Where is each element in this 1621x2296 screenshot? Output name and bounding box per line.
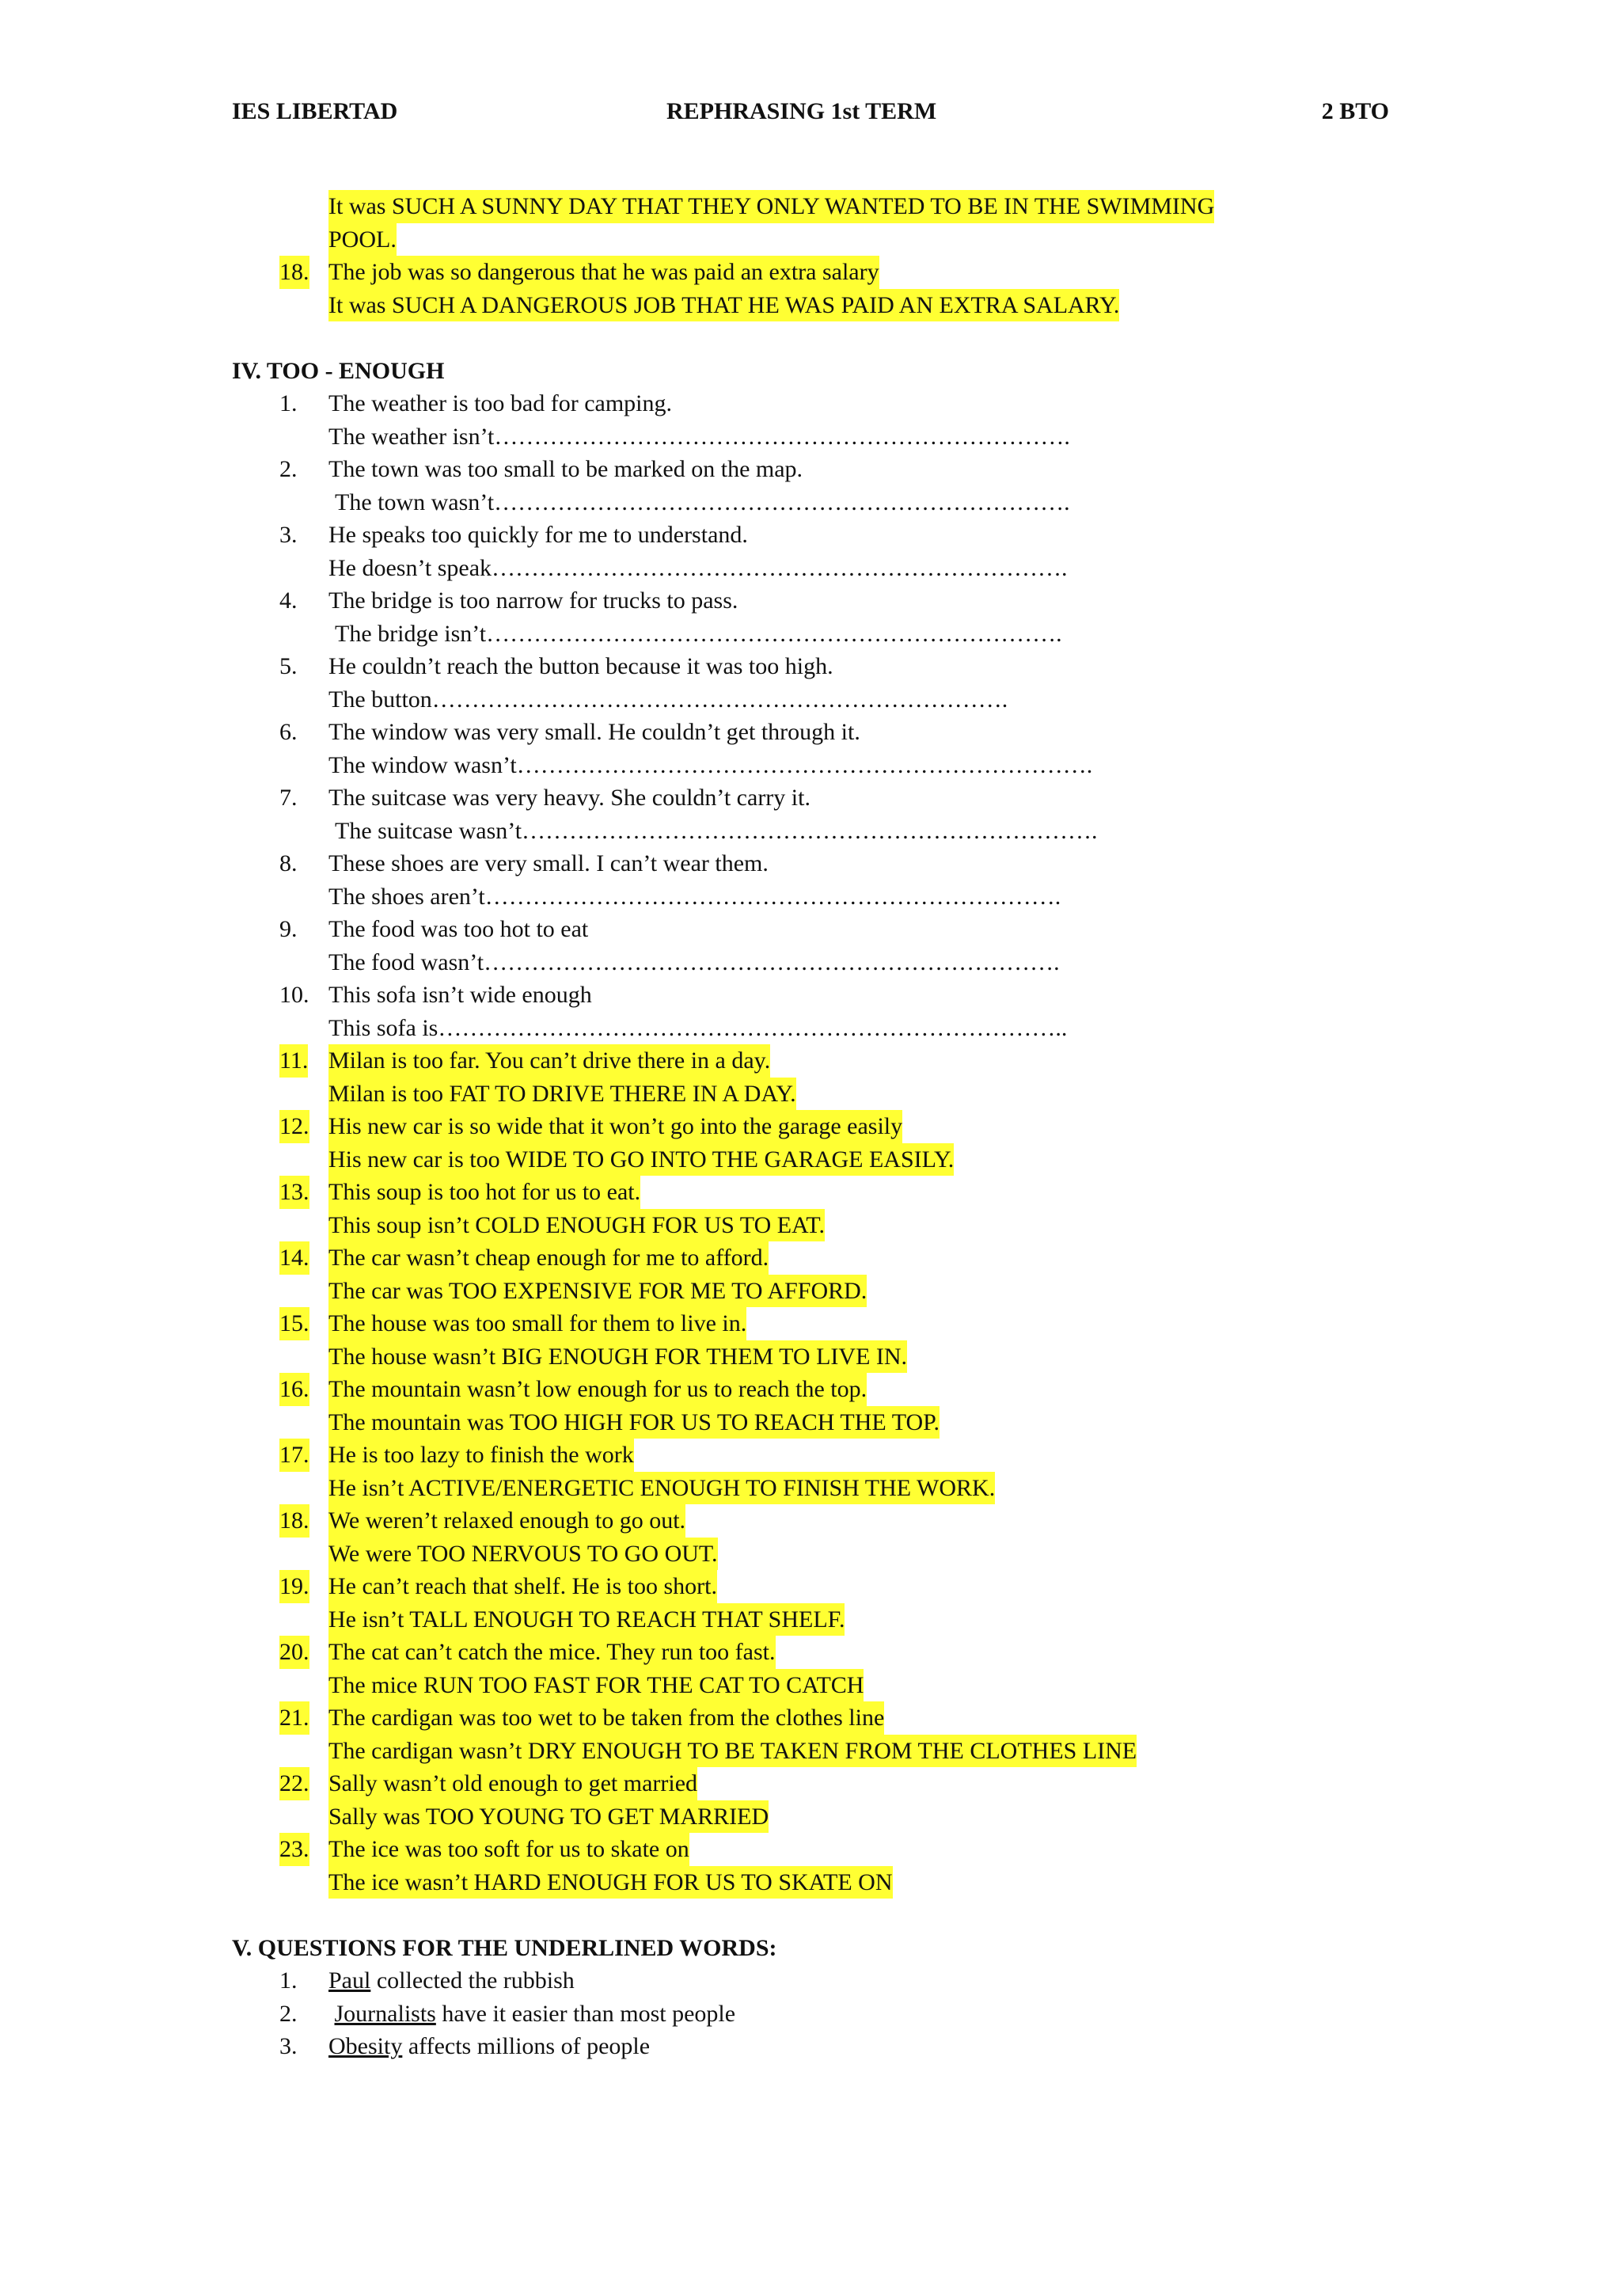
question-text: The cat can’t catch the mice. They run too fast. xyxy=(328,1636,776,1669)
answer-text: Milan is too FAT TO DRIVE THERE IN A DAY. xyxy=(328,1078,796,1111)
answer-blank: The weather isn’t………………………………………………………………. xyxy=(328,423,1070,450)
exercise-item-question xyxy=(232,1307,1389,1340)
exercise-item-answer xyxy=(232,1472,1389,1505)
item-number: 5. xyxy=(279,653,298,679)
item-number: 11. xyxy=(279,1044,308,1078)
exercise-item-question xyxy=(232,1767,1389,1800)
item-number: 2. xyxy=(279,2000,298,2027)
section5-list xyxy=(232,1964,1389,2063)
exercise-item-question xyxy=(232,1241,1389,1275)
answer-blank: The shoes aren’t………………………………………………………………. xyxy=(328,883,1061,910)
answer-blank: The food wasn’t………………………………………………………………. xyxy=(328,948,1060,975)
exercise-item-answer xyxy=(232,1209,1389,1242)
exercise-item-question xyxy=(232,781,1389,815)
answer-blank: The window wasn’t………………………………………………………………. xyxy=(328,751,1093,778)
exercise-item-question xyxy=(232,979,1389,1012)
item-number: 20. xyxy=(279,1636,309,1669)
underlined-word: Journalists xyxy=(334,2000,436,2027)
answer-blank: The button………………………………………………………………. xyxy=(328,686,1008,713)
item-number: 7. xyxy=(279,785,298,811)
exercise-item-question xyxy=(232,1373,1389,1406)
answer-text: It was SUCH A DANGEROUS JOB THAT HE WAS PAID AN EXTRA SALARY. xyxy=(328,289,1119,322)
section-spacer xyxy=(232,1899,1389,1932)
item-number: 8. xyxy=(279,850,298,876)
answer-text: His new car is too WIDE TO GO INTO THE GARAGE EASILY. xyxy=(328,1143,954,1177)
sentence-rest: collected the rubbish xyxy=(370,1967,575,1994)
document-title: REPHRASING 1st TERM xyxy=(666,98,937,124)
item-number: 18. xyxy=(279,1504,309,1538)
answer-blank: The town wasn’t………………………………………………………………. xyxy=(335,488,1070,515)
item-number: 2. xyxy=(279,456,298,482)
exercise-item-answer xyxy=(232,1143,1389,1177)
leading-space xyxy=(328,2001,335,2027)
answer-text: We were TOO NERVOUS TO GO OUT. xyxy=(328,1538,718,1571)
exercise-item-question xyxy=(232,256,1389,289)
question-text: The job was so dangerous that he was paid an extra salary xyxy=(328,256,879,289)
question-text: The town was too small to be marked on the map. xyxy=(328,456,803,482)
item-number: 15. xyxy=(279,1307,309,1340)
question-text: He couldn’t reach the button because it was too high. xyxy=(328,653,833,679)
item-number: 3. xyxy=(279,2033,298,2059)
answer-text: It was SUCH A SUNNY DAY THAT THEY ONLY WANTED TO BE IN THE SWIMMING xyxy=(328,190,1214,223)
answer-text: The mice RUN TOO FAST FOR THE CAT TO CATCH xyxy=(328,1669,864,1702)
exercise-item-answer xyxy=(232,1275,1389,1308)
exercise-item-answer xyxy=(232,749,1389,782)
exercise-item-question xyxy=(232,1636,1389,1669)
question-text: We weren’t relaxed enough to go out. xyxy=(328,1504,685,1538)
question-item xyxy=(232,2030,1389,2063)
section-title-too-enough: IV. TOO - ENOUGH xyxy=(232,357,445,384)
question-text: Sally wasn’t old enough to get married xyxy=(328,1767,697,1800)
sentence-rest: have it easier than most people xyxy=(435,2000,736,2027)
page-header xyxy=(232,98,1389,130)
sentence-rest: affects millions of people xyxy=(402,2033,651,2059)
answer-text: The ice wasn’t HARD ENOUGH FOR US TO SKATE ON xyxy=(328,1866,893,1899)
exercise-item-question xyxy=(232,1701,1389,1735)
exercise-item-answer xyxy=(232,618,1389,651)
question-text: The ice was too soft for us to skate on xyxy=(328,1833,689,1866)
answer-text: The cardigan wasn’t DRY ENOUGH TO BE TAKEN FROM THE CLOTHES LINE xyxy=(328,1735,1137,1768)
exercise-item-answer xyxy=(232,1669,1389,1702)
exercise-item-answer xyxy=(232,1340,1389,1374)
question-sentence xyxy=(328,2030,650,2063)
question-text: The cardigan was too wet to be taken from the clothes line xyxy=(328,1701,884,1735)
answer-text: The house wasn’t BIG ENOUGH FOR THEM TO LIVE IN. xyxy=(328,1340,907,1374)
exercise-item-answer xyxy=(232,1406,1389,1439)
question-sentence xyxy=(328,1998,735,2031)
exercise-item-question xyxy=(232,716,1389,749)
question-item xyxy=(232,1964,1389,1998)
question-text: He speaks too quickly for me to understand. xyxy=(328,522,748,548)
exercise-item-answer xyxy=(232,815,1389,848)
item-number: 19. xyxy=(279,1570,309,1603)
exercise-item-answer xyxy=(232,1012,1389,1045)
item-number: 21. xyxy=(279,1701,309,1735)
question-text: The car wasn’t cheap enough for me to afford. xyxy=(328,1241,769,1275)
question-text: The weather is too bad for camping. xyxy=(328,390,673,416)
exercise-item-question xyxy=(232,913,1389,946)
exercise-item-question xyxy=(232,1110,1389,1143)
continued-answer-line-2 xyxy=(232,223,1389,257)
item-number: 1. xyxy=(279,1967,298,1994)
item-number: 14. xyxy=(279,1241,309,1275)
question-item xyxy=(232,1998,1389,2031)
exercise-item-answer xyxy=(232,880,1389,914)
exercise-item-question xyxy=(232,650,1389,683)
answer-blank: The bridge isn’t………………………………………………………………. xyxy=(335,620,1062,647)
exercise-item-answer xyxy=(232,1800,1389,1834)
item-number: 3. xyxy=(279,522,298,548)
item-number: 17. xyxy=(279,1439,309,1472)
section-title-questions: V. QUESTIONS FOR THE UNDERLINED WORDS: xyxy=(232,1934,777,1961)
continued-answer-line-1 xyxy=(232,190,1389,223)
answer-text: He isn’t ACTIVE/ENERGETIC ENOUGH TO FINISH THE WORK. xyxy=(328,1472,995,1505)
item-number: 6. xyxy=(279,719,298,745)
exercise-item-answer xyxy=(232,552,1389,585)
question-text: His new car is so wide that it won’t go into the garage easily xyxy=(328,1110,902,1143)
exercise-item-question xyxy=(232,1044,1389,1078)
question-text: He can’t reach that shelf. He is too short. xyxy=(328,1570,717,1603)
item-number: 16. xyxy=(279,1373,309,1406)
question-text: The food was too hot to eat xyxy=(328,916,589,942)
exercise-item-answer xyxy=(232,1538,1389,1571)
exercise-item-question xyxy=(232,519,1389,552)
exercise-item-answer xyxy=(232,420,1389,454)
question-text: This soup is too hot for us to eat. xyxy=(328,1176,640,1209)
item-number: 10. xyxy=(279,982,309,1008)
question-text: He is too lazy to finish the work xyxy=(328,1439,634,1472)
exercise-item-answer xyxy=(232,683,1389,717)
section4-list xyxy=(232,387,1389,1899)
item-number: 1. xyxy=(279,390,298,416)
exercise-item-question xyxy=(232,847,1389,880)
school-name: IES LIBERTAD xyxy=(232,98,398,124)
exercise-item-question xyxy=(232,387,1389,420)
question-sentence xyxy=(328,1964,575,1998)
question-text: This sofa isn’t wide enough xyxy=(328,982,592,1008)
question-text: Milan is too far. You can’t drive there in a day. xyxy=(328,1044,770,1078)
answer-blank: He doesn’t speak………………………………………………………………. xyxy=(328,554,1068,581)
answer-text: The mountain was TOO HIGH FOR US TO REACH THE TOP. xyxy=(328,1406,940,1439)
question-text: The mountain wasn’t low enough for us to reach the top. xyxy=(328,1373,867,1406)
question-text: These shoes are very small. I can’t wear them. xyxy=(328,850,769,876)
item-number: 12. xyxy=(279,1110,309,1143)
section-spacer xyxy=(232,321,1389,355)
question-text: The window was very small. He couldn’t get through it. xyxy=(328,719,860,745)
exercise-item-answer xyxy=(232,486,1389,519)
item-number: 23. xyxy=(279,1833,309,1866)
exercise-item-answer xyxy=(232,946,1389,979)
exercise-item-question xyxy=(232,584,1389,618)
item-number: 9. xyxy=(279,916,298,942)
question-text: The house was too small for them to live in. xyxy=(328,1307,746,1340)
answer-blank: The suitcase wasn’t………………………………………………………………. xyxy=(335,817,1098,844)
exercise-item-question xyxy=(232,1833,1389,1866)
answer-text: This soup isn’t COLD ENOUGH FOR US TO EAT. xyxy=(328,1209,825,1242)
course-label: 2 BTO xyxy=(1321,98,1389,124)
exercise-item-question xyxy=(232,1176,1389,1209)
exercise-item-answer xyxy=(232,1078,1389,1111)
exercise-item-answer xyxy=(232,1603,1389,1636)
exercise-item-question xyxy=(232,1570,1389,1603)
item-number: 22. xyxy=(279,1767,309,1800)
answer-text: Sally was TOO YOUNG TO GET MARRIED xyxy=(328,1800,769,1834)
answer-blank: This sofa is…………………………………………………………………….. xyxy=(328,1014,1068,1041)
exercise-item-question xyxy=(232,453,1389,486)
exercise-item-answer xyxy=(232,289,1389,322)
exercise-item-question xyxy=(232,1504,1389,1538)
answer-text: He isn’t TALL ENOUGH TO REACH THAT SHELF. xyxy=(328,1603,845,1636)
item-number: 13. xyxy=(279,1176,309,1209)
exercise-item-answer xyxy=(232,1735,1389,1768)
exercise-item-question xyxy=(232,1439,1389,1472)
answer-text: The car was TOO EXPENSIVE FOR ME TO AFFORD. xyxy=(328,1275,867,1308)
exercise-item-answer xyxy=(232,1866,1389,1899)
item-number: 4. xyxy=(279,587,298,614)
underlined-word: Obesity xyxy=(328,2033,403,2059)
item-number: 18. xyxy=(279,256,309,289)
underlined-word: Paul xyxy=(328,1967,371,1994)
answer-text: POOL. xyxy=(328,223,397,257)
worksheet-body xyxy=(232,190,1389,2063)
question-text: The bridge is too narrow for trucks to pass. xyxy=(328,587,738,614)
question-text: The suitcase was very heavy. She couldn’t carry it. xyxy=(328,785,810,811)
